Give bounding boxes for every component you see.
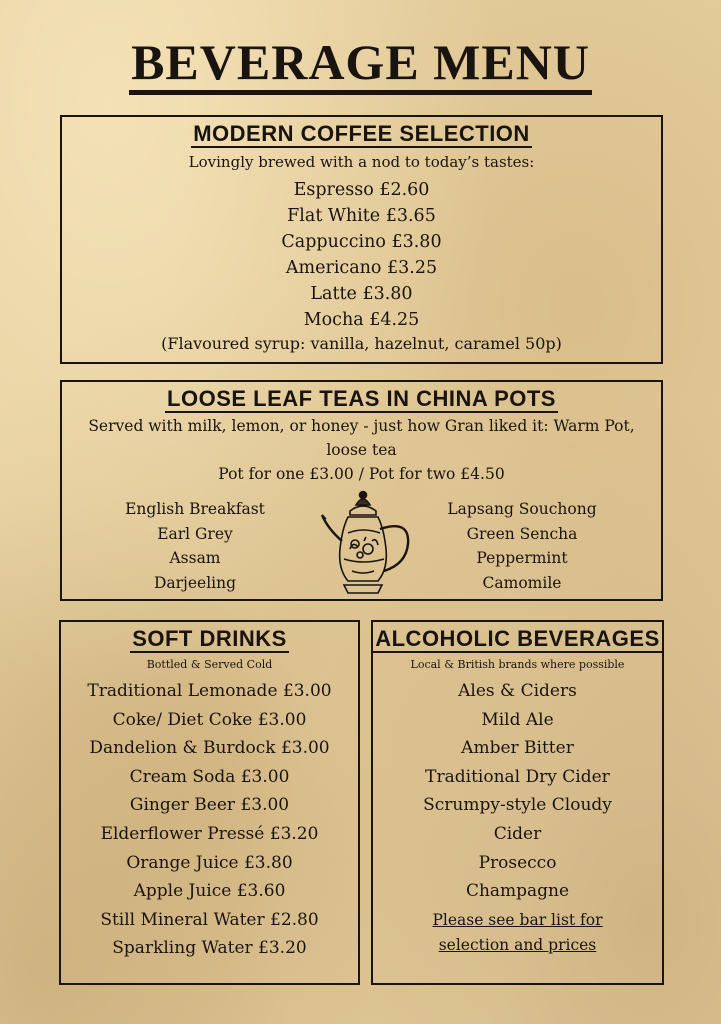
tea-item: English Breakfast bbox=[125, 500, 265, 518]
bar-list-note-line1: Please see bar list for bbox=[432, 910, 603, 929]
soft-drinks-list bbox=[61, 677, 358, 963]
alcoholic-heading: ALCOHOLIC BEVERAGES bbox=[375, 626, 660, 651]
coffee-heading: MODERN COFFEE SELECTION bbox=[193, 121, 530, 146]
coffee-item: Americano £3.25 bbox=[285, 258, 438, 278]
soft-drink-item: Sparkling Water £3.20 bbox=[112, 938, 307, 959]
alcoholic-item: Traditional Dry Cider bbox=[425, 766, 610, 787]
tea-item: Camomile bbox=[482, 573, 562, 592]
coffee-section bbox=[60, 115, 663, 364]
soft-drink-item: Traditional Lemonade £3.00 bbox=[87, 681, 332, 701]
teapot-icon bbox=[320, 489, 416, 599]
menu-title-block bbox=[0, 36, 721, 95]
teas-intro: Served with milk, lemon, or honey - just how Gran liked it: Warm Pot, loose tea bbox=[88, 417, 635, 459]
soft-drink-item: Cream Soda £3.00 bbox=[129, 766, 290, 787]
tea-item: Green Sencha bbox=[466, 524, 578, 543]
alcoholic-item: Amber Bitter bbox=[461, 738, 574, 759]
alcoholic-item: Mild Ale bbox=[481, 709, 554, 730]
coffee-item: Mocha £4.25 bbox=[303, 310, 420, 330]
tea-item: Earl Grey bbox=[157, 524, 233, 543]
coffee-intro: Lovingly brewed with a nod to today’s tastes: bbox=[188, 153, 535, 171]
alcoholic-list bbox=[373, 677, 662, 906]
alcoholic-item: Prosecco bbox=[478, 852, 557, 873]
soft-drink-item: Still Mineral Water £2.80 bbox=[100, 909, 319, 930]
soft-drinks-heading: SOFT DRINKS bbox=[132, 626, 287, 651]
bar-list-note-line2: selection and prices bbox=[438, 935, 597, 954]
tea-item: Lapsang Souchong bbox=[447, 500, 597, 518]
soft-drink-item: Coke/ Diet Coke £3.00 bbox=[112, 709, 307, 730]
tea-item: Assam bbox=[169, 549, 221, 567]
soft-drink-item: Ginger Beer £3.00 bbox=[129, 795, 290, 816]
alcoholic-item: Scrumpy-style Cloudy bbox=[423, 795, 612, 816]
coffee-list bbox=[62, 177, 661, 333]
soft-drink-item: Apple Juice £3.60 bbox=[133, 881, 286, 902]
coffee-item: Espresso £2.60 bbox=[293, 180, 430, 200]
coffee-item: Cappuccino £3.80 bbox=[281, 232, 442, 252]
soft-drink-item: Orange Juice £3.80 bbox=[126, 852, 293, 873]
alcoholic-item: Champagne bbox=[465, 881, 570, 902]
teas-pot-prices: Pot for one £3.00 / Pot for two £4.50 bbox=[218, 465, 505, 483]
alcoholic-subtitle: Local & British brands where possible bbox=[410, 658, 625, 671]
coffee-item: Flat White £3.65 bbox=[287, 206, 436, 226]
teas-heading: LOOSE LEAF TEAS IN CHINA POTS bbox=[167, 386, 556, 411]
soft-drinks-section bbox=[59, 620, 360, 985]
bar-list-note bbox=[373, 908, 662, 958]
alcoholic-item: Ales & Ciders bbox=[458, 681, 577, 701]
soft-drink-item: Dandelion & Burdock £3.00 bbox=[89, 738, 330, 759]
coffee-syrup-note: (Flavoured syrup: vanilla, hazelnut, caramel 50p) bbox=[161, 334, 562, 353]
menu-title: BEVERAGE MENU bbox=[129, 36, 592, 95]
tea-item: Darjeeling bbox=[153, 573, 237, 592]
alcoholic-beverages-section bbox=[371, 620, 664, 985]
soft-drinks-subtitle: Bottled & Served Cold bbox=[146, 658, 273, 671]
alcoholic-item: Cider bbox=[493, 823, 542, 844]
coffee-item: Latte £3.80 bbox=[310, 284, 413, 304]
teas-list-right bbox=[422, 497, 622, 595]
tea-item: Peppermint bbox=[476, 549, 568, 567]
teas-list-left bbox=[95, 497, 295, 595]
teas-section bbox=[60, 380, 663, 601]
soft-drink-item: Elderflower Pressé £3.20 bbox=[100, 823, 319, 844]
